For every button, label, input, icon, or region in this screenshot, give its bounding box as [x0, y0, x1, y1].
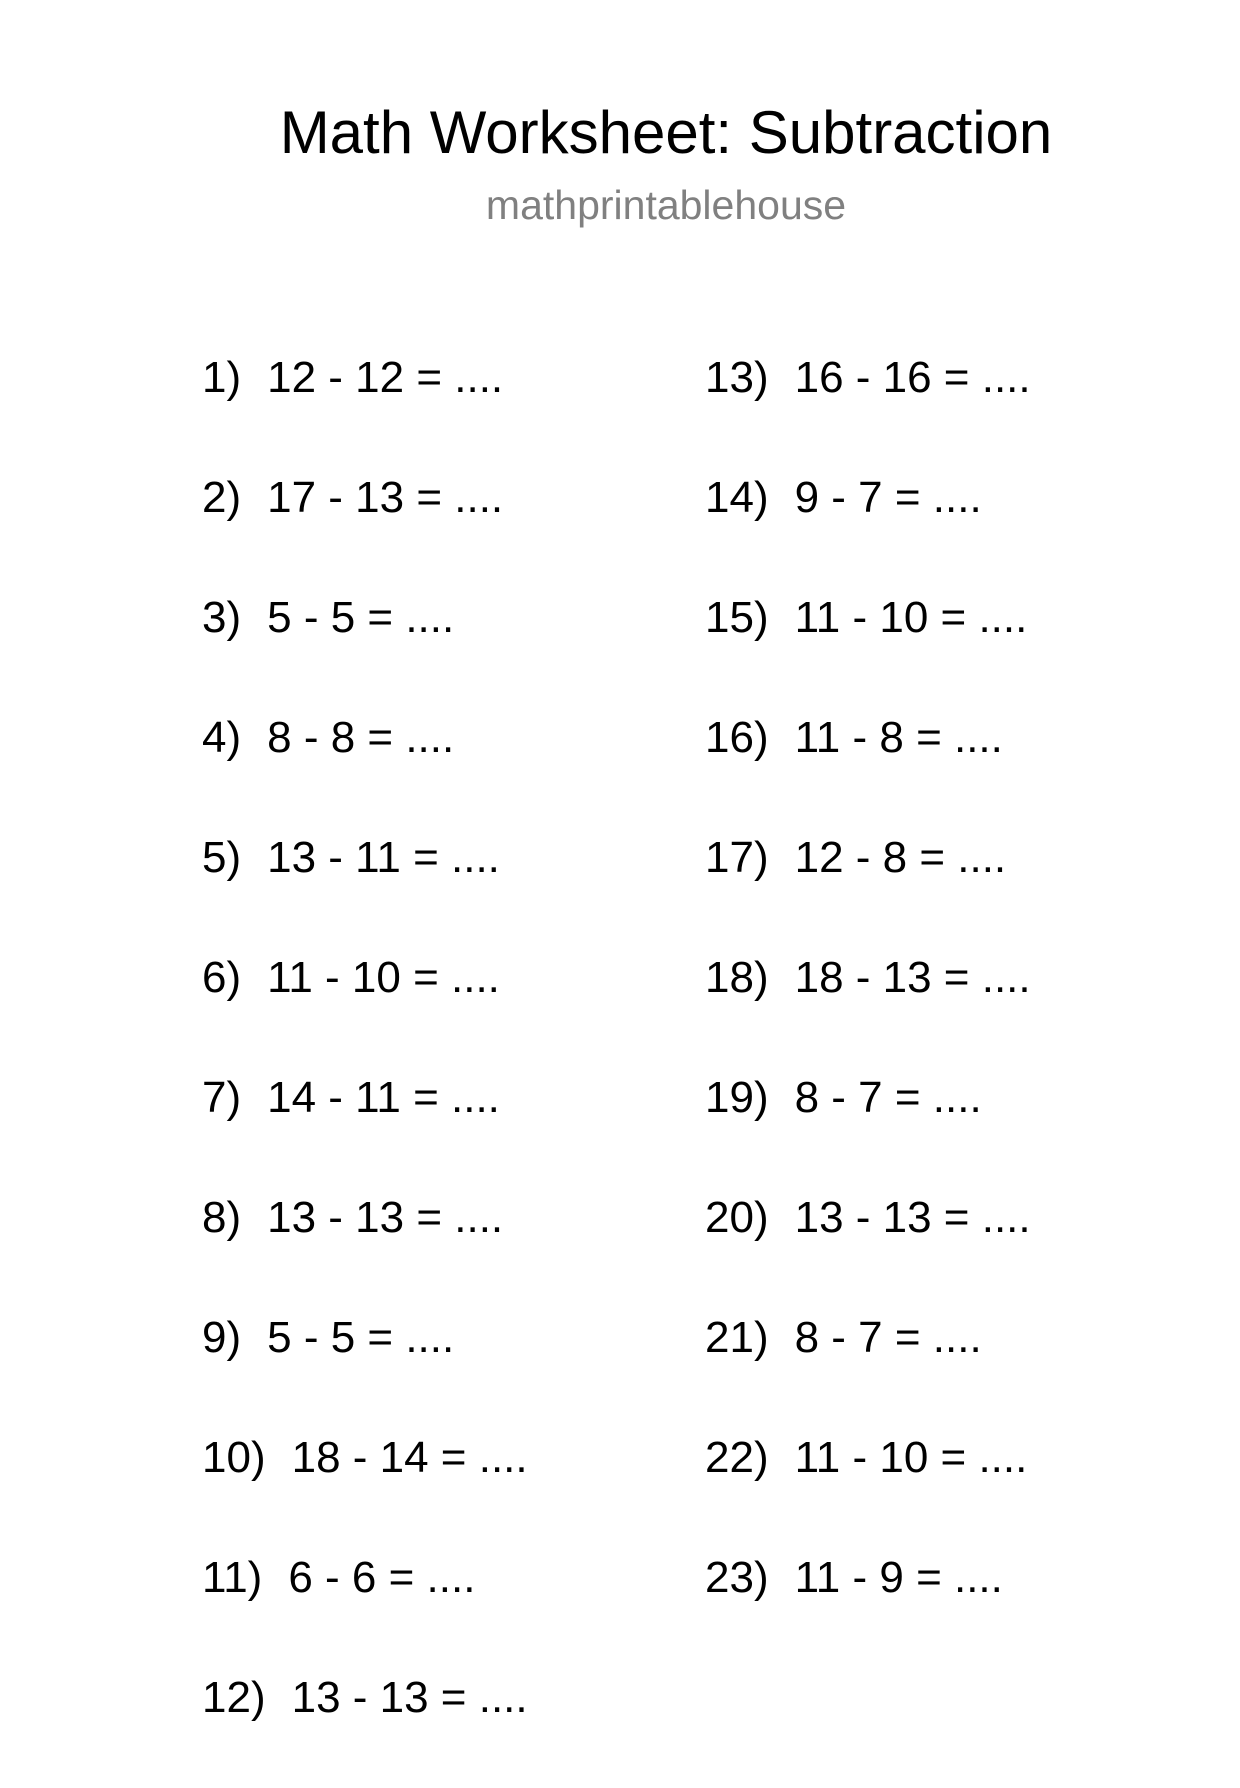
problem-expression: 13 - 13 = ....: [267, 1193, 504, 1242]
problem-expression: 13 - 13 = ....: [794, 1193, 1031, 1242]
problem-expression: 11 - 10 = ....: [794, 1433, 1028, 1482]
problem-item: [705, 1308, 1031, 1428]
problem-expression: 13 - 11 = ....: [267, 833, 500, 882]
problem-item: [202, 1068, 528, 1188]
problem-expression: 6 - 6 = ....: [288, 1553, 476, 1602]
problem-number: 9): [202, 1313, 242, 1362]
problem-expression: 16 - 16 = ....: [794, 353, 1031, 402]
problem-expression: 11 - 8 = ....: [794, 713, 1003, 762]
problem-item: [202, 468, 528, 588]
problem-expression: 11 - 10 = ....: [794, 593, 1028, 642]
problem-item: [202, 1668, 528, 1788]
problem-expression: 12 - 12 = ....: [267, 353, 504, 402]
problem-expression: 5 - 5 = ....: [267, 593, 455, 642]
problem-number: 10): [202, 1433, 266, 1482]
problem-expression: 8 - 7 = ....: [794, 1313, 982, 1362]
problem-expression: 8 - 8 = ....: [267, 713, 455, 762]
problem-item: [705, 1068, 1031, 1188]
problem-number: 14): [705, 473, 769, 522]
problem-item: [202, 1428, 528, 1548]
problem-number: 5): [202, 833, 242, 882]
problem-number: 8): [202, 1193, 242, 1242]
problem-item: [705, 828, 1031, 948]
problem-number: 17): [705, 833, 769, 882]
problem-item: [202, 948, 528, 1068]
problem-number: 15): [705, 593, 769, 642]
problem-number: 19): [705, 1073, 769, 1122]
problem-item: [202, 348, 528, 468]
problem-item: [705, 708, 1031, 828]
problem-item: [202, 1548, 528, 1668]
problem-column-left: [202, 348, 528, 1788]
problem-number: 6): [202, 953, 242, 1002]
problem-expression: 13 - 13 = ....: [291, 1673, 528, 1722]
problem-number: 7): [202, 1073, 242, 1122]
problem-number: 21): [705, 1313, 769, 1362]
problem-item: [202, 708, 528, 828]
problem-expression: 12 - 8 = ....: [794, 833, 1007, 882]
problem-item: [705, 1188, 1031, 1308]
problem-expression: 18 - 13 = ....: [794, 953, 1031, 1002]
problem-item: [705, 348, 1031, 468]
problem-expression: 8 - 7 = ....: [794, 1073, 982, 1122]
page-subtitle: mathprintablehouse: [485, 182, 847, 228]
problem-expression: 17 - 13 = ....: [267, 473, 504, 522]
problem-expression: 14 - 11 = ....: [267, 1073, 500, 1122]
problem-item: [705, 1548, 1031, 1668]
problem-number: 2): [202, 473, 242, 522]
problem-item: [202, 828, 528, 948]
problem-number: 12): [202, 1673, 266, 1722]
problem-number: 22): [705, 1433, 769, 1482]
problem-number: 16): [705, 713, 769, 762]
problem-number: 4): [202, 713, 242, 762]
problem-item: [202, 1308, 528, 1428]
page-title: Math Worksheet: Subtraction: [279, 99, 1053, 166]
problem-number: 23): [705, 1553, 769, 1602]
problem-expression: 11 - 9 = ....: [794, 1553, 1003, 1602]
problem-item: [705, 468, 1031, 588]
problem-expression: 5 - 5 = ....: [267, 1313, 455, 1362]
problem-item: [705, 588, 1031, 708]
problem-number: 11): [202, 1553, 263, 1602]
problem-number: 3): [202, 593, 242, 642]
problem-item: [202, 588, 528, 708]
problem-number: 1): [202, 353, 242, 402]
problem-item: [202, 1188, 528, 1308]
problem-number: 18): [705, 953, 769, 1002]
problem-number: 13): [705, 353, 769, 402]
problem-item: [705, 948, 1031, 1068]
problem-expression: 9 - 7 = ....: [794, 473, 982, 522]
problem-expression: 18 - 14 = ....: [291, 1433, 528, 1482]
problem-column-right: [705, 348, 1031, 1668]
problem-number: 20): [705, 1193, 769, 1242]
problem-item: [705, 1428, 1031, 1548]
problem-expression: 11 - 10 = ....: [267, 953, 500, 1002]
